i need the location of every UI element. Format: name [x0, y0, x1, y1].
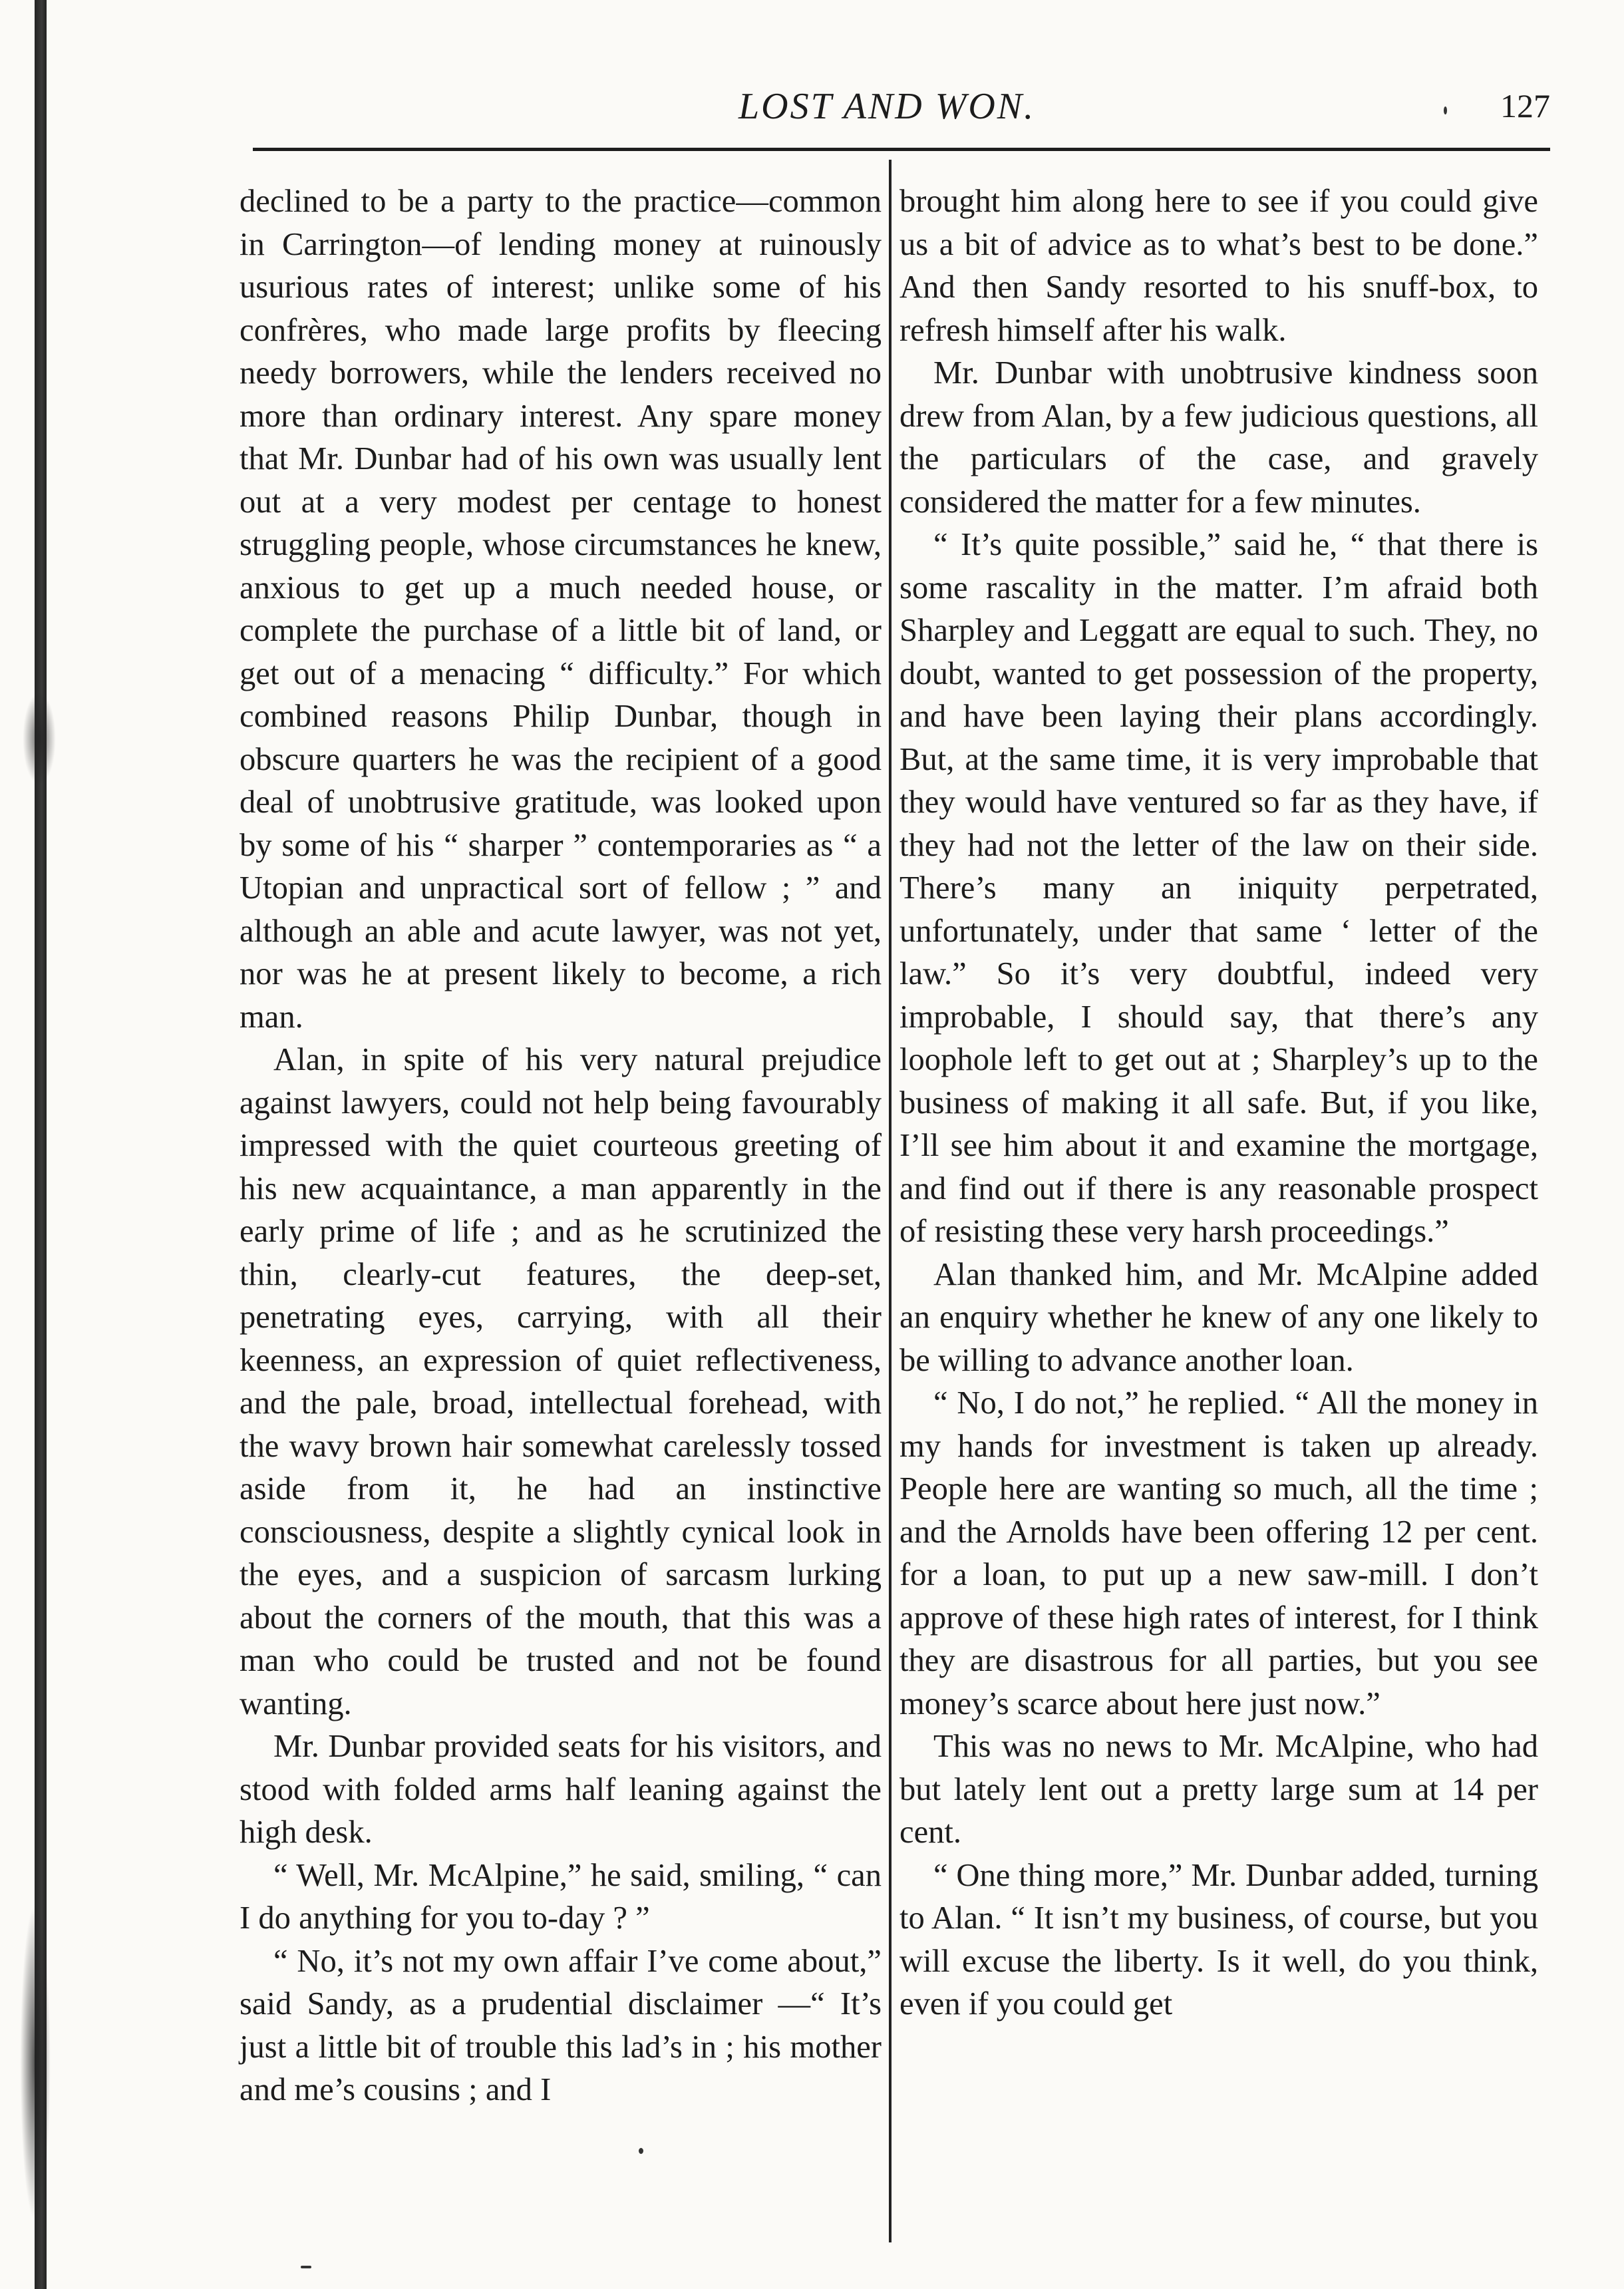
paragraph: declined to be a party to the practice—common in Carrington—of lending money at ruinously usurious rates of interest; unlike some of his confrères, who made large profits by fleecing needy borrowers, while the lenders received no more than ordinary interest. Any spare money that Mr. Dunbar had of his own was usually lent out at a very modest per centage to honest struggling people, whose circumstances he knew, anxious to get up a much needed house, or complete the purchase of a little bit of land, or get out of a menacing “ difficulty.” For which combined reasons Philip Dunbar, though in obscure quarters he was the recipient of a good deal of unobtrusive gratitude, was looked upon by some of his “ sharper ” contemporaries as “ a Utopian and unpractical sort of fellow ; ” and although an able and acute lawyer, was not yet, nor was he at present likely to become, a rich man. — [240, 183, 882, 1035]
column-divider — [889, 160, 892, 2242]
paragraph: “ Well, Mr. McAlpine,” he said, smiling, “ can I do anything for you to-day ? ” — [240, 1856, 882, 1936]
print-speck — [301, 2266, 311, 2268]
paragraph: “ One thing more,” Mr. Dunbar added, turning to Alan. “ It isn’t my business, of course, but you will excuse the liberty. Is it well, do you think, even if you could get — [899, 1856, 1538, 2022]
right-column — [899, 180, 1538, 2025]
binding-ink-bleed-lower — [20, 1903, 51, 2222]
print-speck — [1444, 106, 1447, 114]
paragraph: “ No, I do not,” he replied. “ All the money in my hands for investment is taken up already. People here are wanting so much, all the time ; and the Arnolds have been offering 12 per cent. for a loan, to put up a new saw-mill. I don’t approve of these high rates of interest, for I think they are disastrous for all parties, but you see money’s scarce about here just now.” — [899, 1385, 1538, 1721]
page-number: 127 — [1500, 87, 1550, 124]
paragraph: Mr. Dunbar with unobtrusive kindness soon drew from Alan, by a few judicious questions, all the particulars of the case, and gravely considered the matter for a few minutes. — [899, 355, 1538, 520]
header-rule — [253, 148, 1550, 151]
binding-ink-bleed — [23, 692, 56, 785]
paragraph: This was no news to Mr. McAlpine, who had but lately lent out a pretty large sum at 14 per cent. — [899, 1728, 1538, 1850]
paragraph: “ It’s quite possible,” said he, “ that there is some rascality in the matter. I’m afraid both Sharpley and Leggatt are equal to such. They, no doubt, wanted to get possession of the property, and have been laying their plans accordingly. But, at the same time, it is very improbable that they would have ventured so far as they have, if they had not the letter of the law on their side. There’s many an iniquity perpetrated, unfortunately, under that same ‘ letter of the law.” So it’s very doubtful, indeed very improbable, I should say, that there’s any loophole left to get out at ; Sharpley’s up to the business of making it all safe. But, if you like, I’ll see him about it and examine the mortgage, and find out if there is any reasonable prospect of resisting these very harsh proceedings.” — [899, 526, 1538, 1249]
paragraph: Alan, in spite of his very natural prejudice against lawyers, could not help being favourably impressed with the quiet courteous greeting of his new acquaintance, a man apparently in the early prime of life ; and as he scrutinized the thin, clearly-cut features, the deep-set, penetrating eyes, carrying, with all their keenness, an expression of quiet reflectiveness, and the pale, broad, intellectual forehead, with the wavy brown hair somewhat carelessly tossed aside from it, he had an instinctive consciousness, despite a slightly cynical look in the eyes, and a suspicion of sarcasm lurking about the corners of the mouth, that this was a man who could be trusted and not be found wanting. — [240, 1041, 882, 1721]
paragraph: Mr. Dunbar provided seats for his visitors, and stood with folded arms half leaning against the high desk. — [240, 1728, 882, 1850]
print-speck — [639, 2148, 643, 2154]
paragraph: Alan thanked him, and Mr. McAlpine added an enquiry whether he knew of any one likely to be willing to advance another loan. — [899, 1256, 1538, 1378]
running-title: LOST AND WON. — [738, 86, 1036, 127]
paragraph: “ No, it’s not my own affair I’ve come about,” said Sandy, as a prudential disclaimer —“ It’s just a little bit of trouble this lad’s in ; his mother and me’s cousins ; and I — [240, 1942, 882, 2107]
page-header — [253, 85, 1550, 145]
paragraph: brought him along here to see if you could give us a bit of advice as to what’s best to be done.” And then Sandy resorted to his snuff-box, to refresh himself after his walk. — [899, 183, 1538, 348]
left-column — [240, 180, 882, 2111]
